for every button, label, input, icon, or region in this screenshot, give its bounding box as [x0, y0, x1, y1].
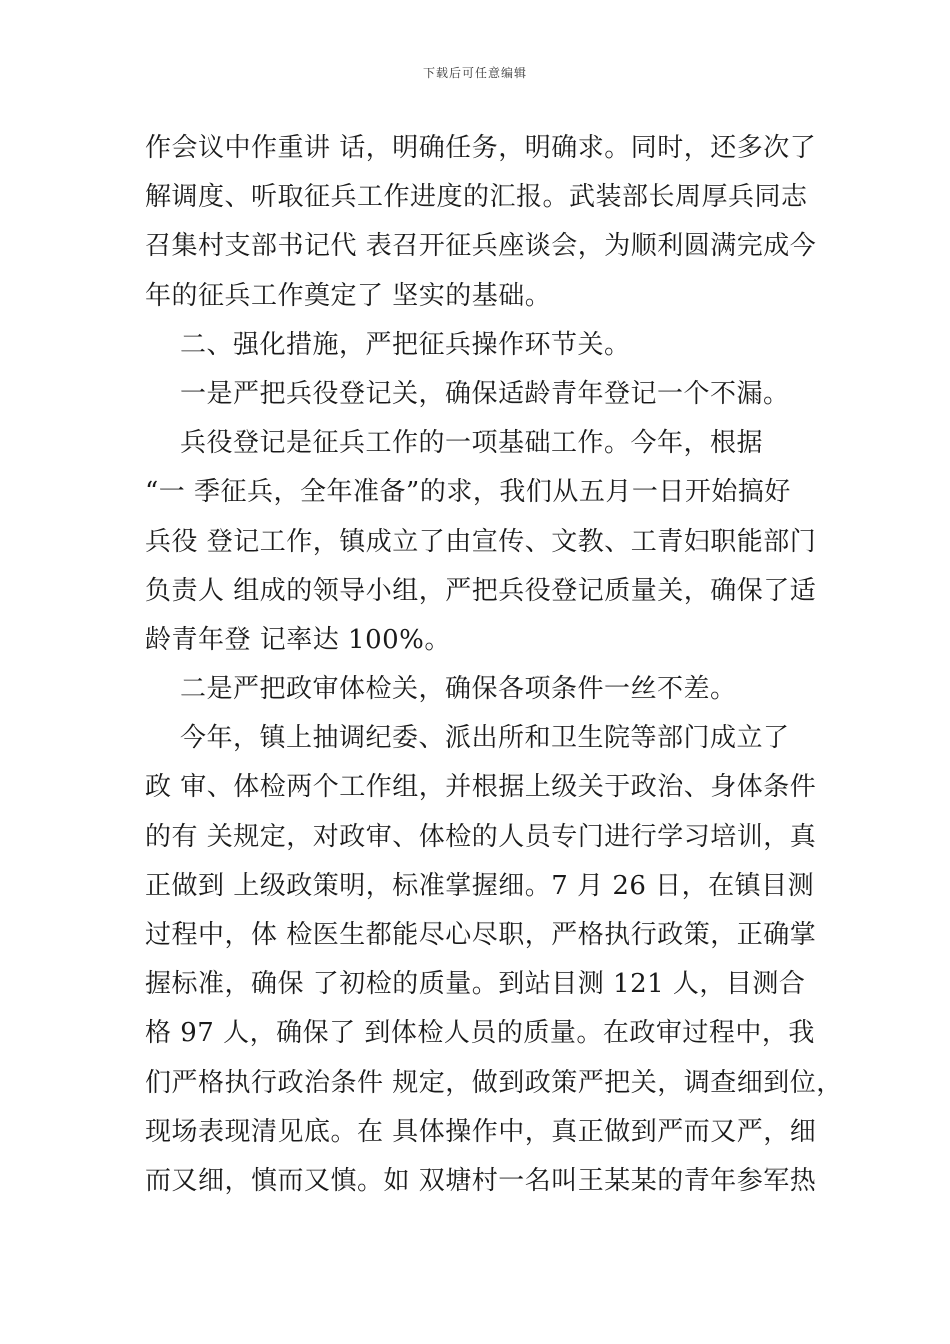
text-line: 过程中，体 检医生都能尽心尽职，严格执行政策，正确掌: [145, 920, 817, 950]
text-line: 的有 关规定，对政审、体检的人员专门进行学习培训，真: [145, 821, 817, 852]
text-line: 现场表现清见底。在 具体操作中，真正做到严而又严，细: [145, 1116, 817, 1147]
text-line: 负责人 组成的领导小组，严把兵役登记质量关，确保了适: [145, 575, 817, 606]
text-line: 年的征兵工作奠定了 坚实的基础。: [145, 280, 552, 311]
text-line: 兵役 登记工作，镇成立了由宣传、文教、工青妇职能部门: [145, 526, 817, 557]
text-line: 龄青年登 记率达 100%。: [145, 624, 451, 655]
text-line: 们严格执行政治条件 规定，做到政策严把关，调查细到位，: [145, 1067, 843, 1098]
text-line: 作会议中作重讲 话，明确任务，明确求。同时，还多次了: [145, 133, 817, 163]
body-text: [145, 124, 843, 1206]
text-line: 兵役登记是征兵工作的一项基础工作。今年，根据: [145, 428, 764, 459]
text-line: 格 97 人，确保了 到体检人员的质量。在政审过程中，我: [145, 1018, 815, 1049]
text-line: “一 季征兵，全年准备”的求，我们从五月一日开始搞好: [145, 477, 791, 508]
page-header: 下载后可任意编辑: [422, 66, 527, 80]
text-line: 而又细，慎而又慎。如 双塘村一名叫王某某的青年参军热: [145, 1165, 817, 1196]
subsection-heading: 二是严把政审体检关，确保各项条件一丝不差。: [145, 674, 737, 705]
text-line: 解调度、听取征兵工作进度的汇报。武装部长周厚兵同志: [145, 182, 808, 213]
text-line: 召集村支部书记代 表召开征兵座谈会，为顺利圆满完成今: [145, 231, 817, 262]
section-heading: 二、强化措施，严把征兵操作环节关。: [145, 329, 631, 360]
text-line: 今年，镇上抽调纪委、派出所和卫生院等部门成立了: [145, 723, 790, 754]
text-line: 政 审、体检两个工作组，并根据上级关于政治、身体条件: [145, 772, 817, 803]
text-line: 正做到 上级政策明，标准掌握细。7 月 26 日，在镇目测: [145, 870, 815, 901]
text-line: 握标准，确保 了初检的质量。到站目测 121 人，目测合: [145, 969, 806, 1000]
subsection-heading: 一是严把兵役登记关，确保适龄青年登记一个不漏。: [145, 378, 790, 409]
